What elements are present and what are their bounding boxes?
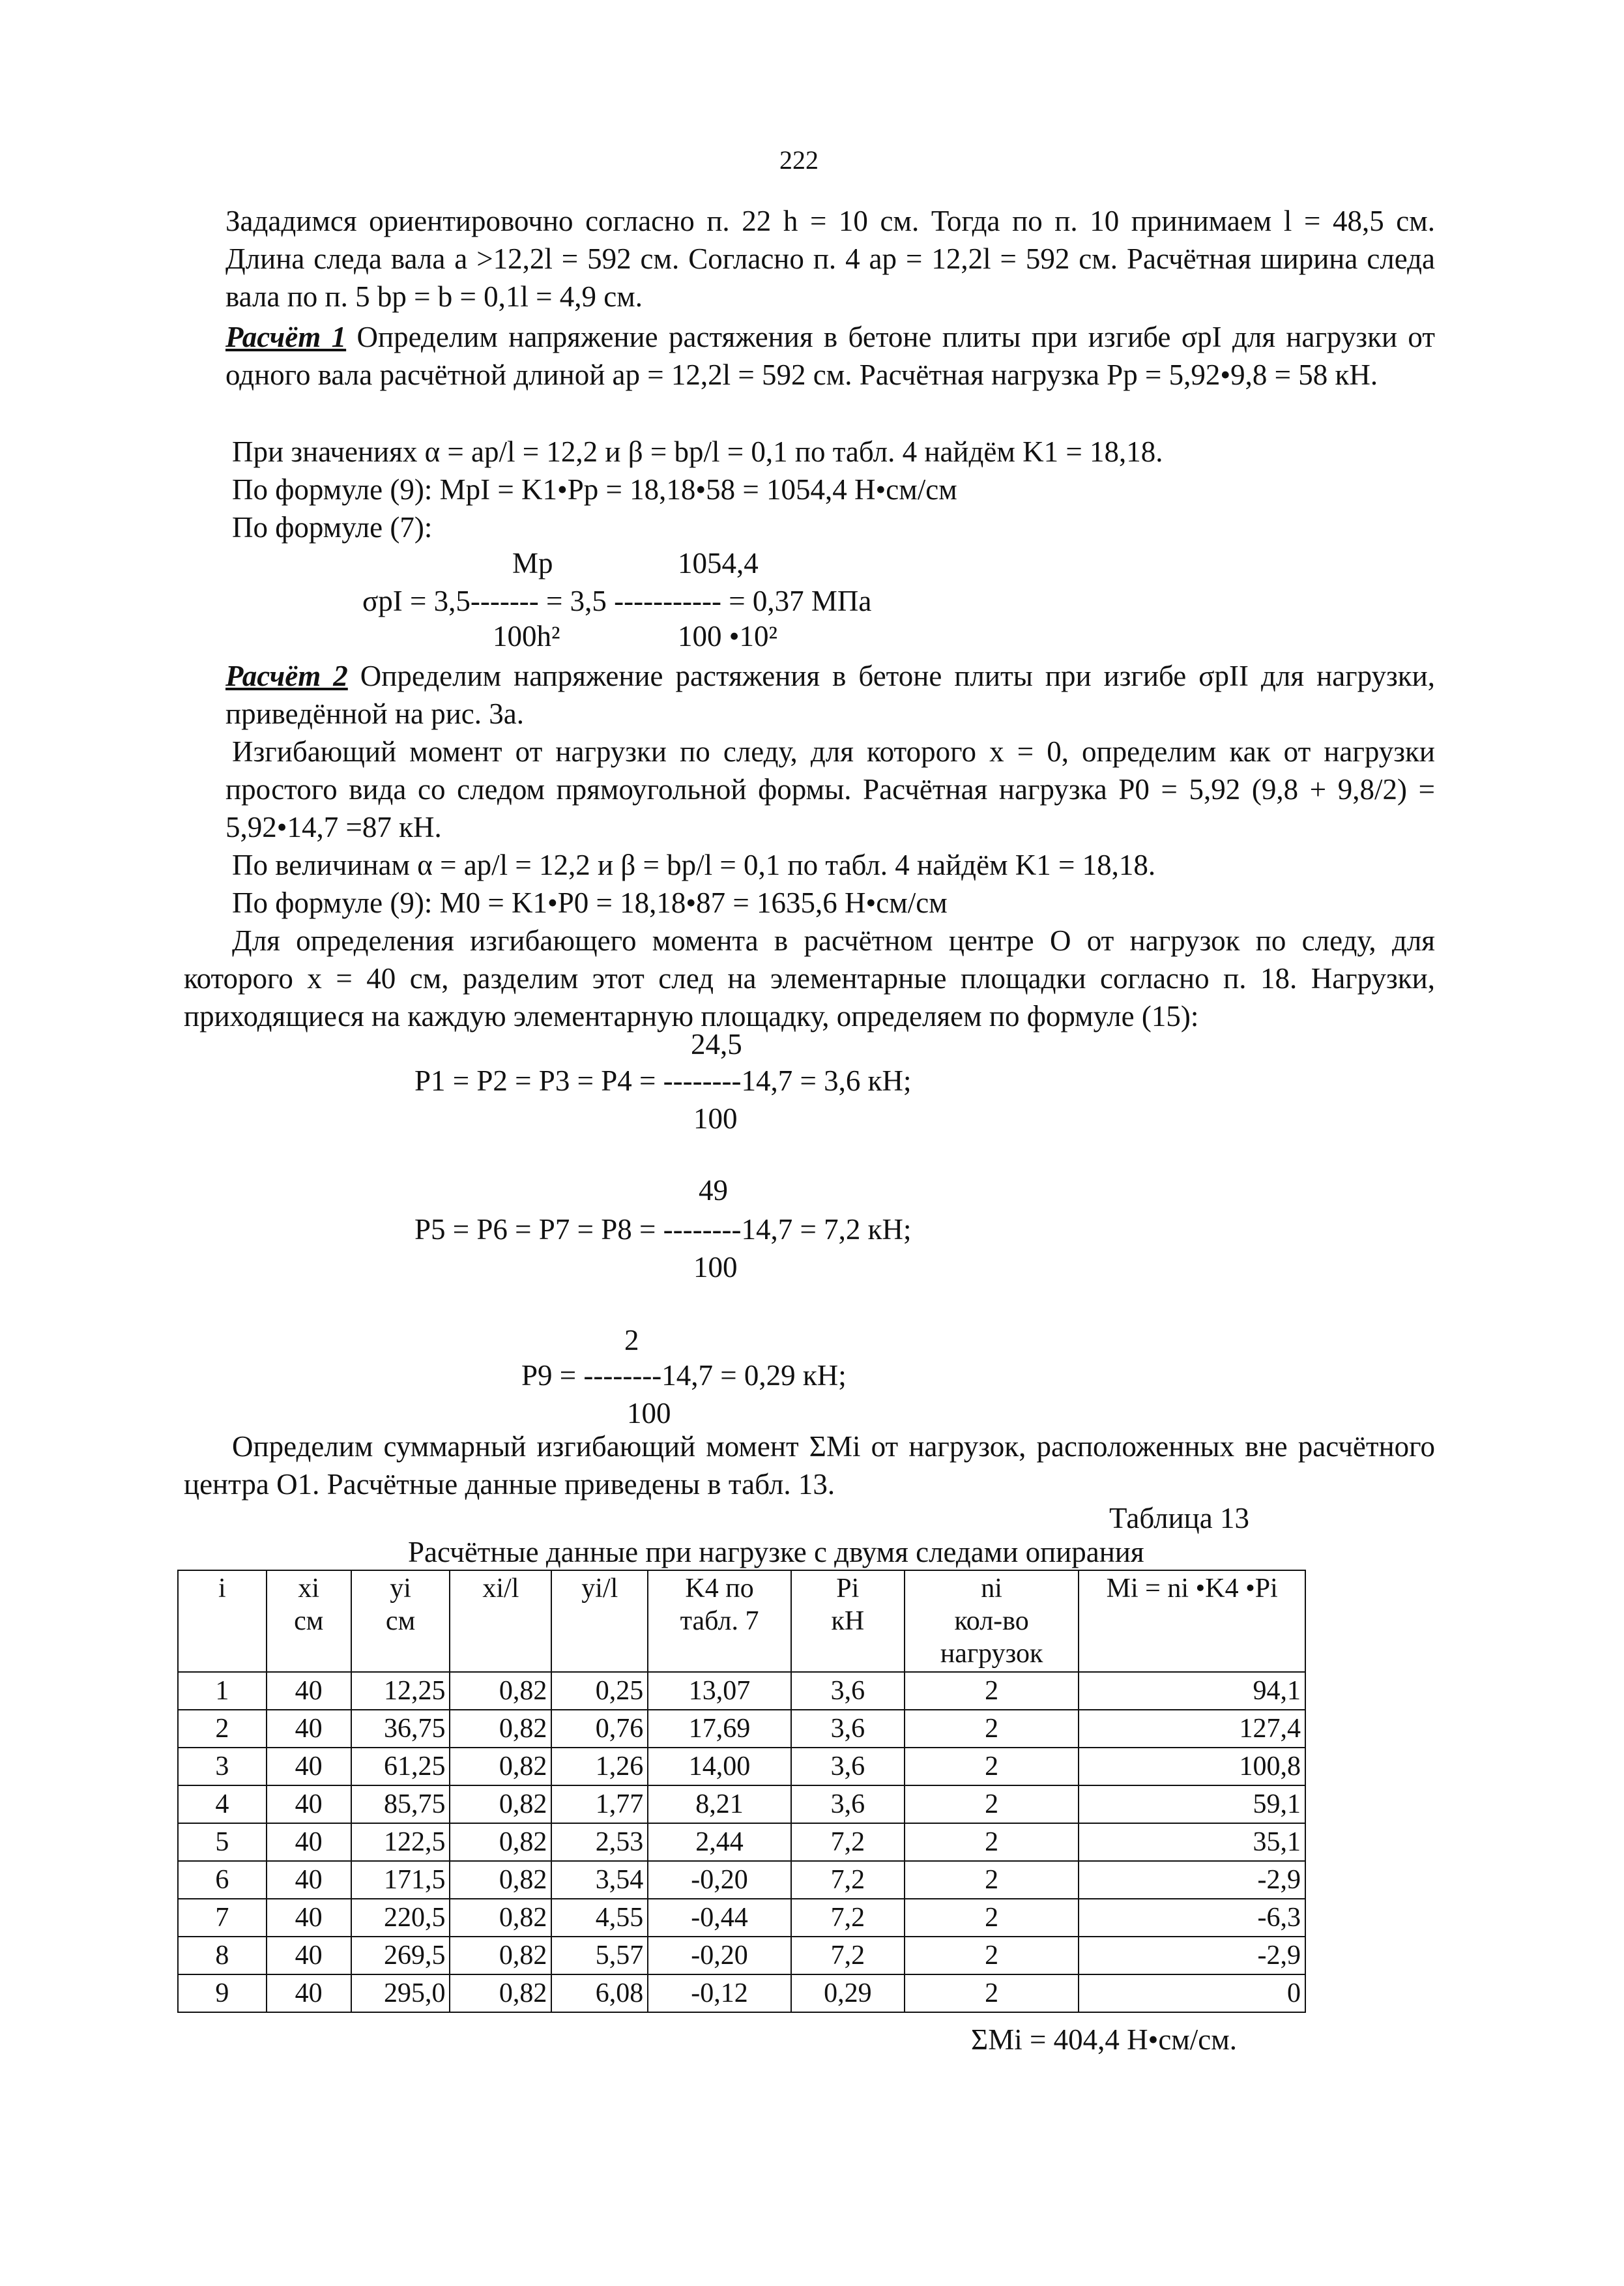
table-cell: 7,2 [791, 1823, 905, 1861]
table-cell: 1 [178, 1672, 267, 1710]
paragraph-moment: Изгибающий момент от нагрузки по следу, для которого x = 0, определим как от нагрузки простого вида со следом прямоугольной формы. Расчётная нагрузка P0 = 5,92 (9,8 + 9,8/2) = 5,92•14,7 =87 кН. [225, 735, 1435, 843]
table-cell: 9 [178, 1974, 267, 2012]
table-cell: 40 [267, 1748, 351, 1785]
table-row [178, 1748, 1305, 1785]
formula4-numerator: 2 [624, 1324, 639, 1356]
table-cell: 5 [178, 1823, 267, 1861]
formula3-main: P5 = P6 = P7 = P8 = --------14,7 = 7,2 кН; [414, 1213, 912, 1246]
table-cell: 171,5 [351, 1861, 450, 1899]
table-cell: 7,2 [791, 1937, 905, 1974]
table-cell: -2,9 [1079, 1937, 1305, 1974]
results-table [177, 1570, 1306, 2013]
table-cell: 0,76 [551, 1710, 648, 1748]
table-cell: 40 [267, 1861, 351, 1899]
table-caption: Расчётные данные при нагрузке с двумя следами опирания [408, 1536, 1144, 1568]
table-row [178, 1899, 1305, 1937]
formula1-denominator-2: 100 •10² [678, 620, 777, 652]
table-cell: 2 [905, 1899, 1079, 1937]
table-cell: 2 [905, 1974, 1079, 2012]
table-row [178, 1937, 1305, 1974]
table-cell: 8 [178, 1937, 267, 1974]
table-header-cell: yi см [351, 1570, 450, 1672]
formula2-main: P1 = P2 = P3 = P4 = --------14,7 = 3,6 кН; [414, 1064, 912, 1097]
table-cell: 7,2 [791, 1861, 905, 1899]
table-cell: -0,20 [648, 1861, 791, 1899]
table-cell: 61,25 [351, 1748, 450, 1785]
line-formula9b: По формуле (9): M0 = K1•P0 = 18,18•87 = 1635,6 Н•см/см [232, 887, 948, 919]
calc2-label: Расчёт 2 [225, 660, 348, 692]
table-cell: -2,9 [1079, 1861, 1305, 1899]
table-cell: 6,08 [551, 1974, 648, 2012]
table-cell: 4,55 [551, 1899, 648, 1937]
paragraph-calc2 [225, 657, 1435, 733]
paragraph-calc1 [225, 318, 1435, 394]
table-cell: 3,6 [791, 1710, 905, 1748]
table-cell: 122,5 [351, 1823, 450, 1861]
table-cell: 8,21 [648, 1785, 791, 1823]
table-cell: 0,29 [791, 1974, 905, 2012]
table-cell: 269,5 [351, 1937, 450, 1974]
table-cell: 7,2 [791, 1899, 905, 1937]
table-cell: 2 [178, 1710, 267, 1748]
formula2-numerator: 24,5 [691, 1028, 742, 1061]
table-cell: 2 [905, 1748, 1079, 1785]
table-header-cell: Mi = ni •K4 •Pi [1079, 1570, 1305, 1672]
calc1-label: Расчёт 1 [225, 321, 347, 353]
table-header-cell: xi/l [450, 1570, 551, 1672]
table-cell: 59,1 [1079, 1785, 1305, 1823]
table-cell: 0,82 [450, 1937, 551, 1974]
table-cell: 6 [178, 1861, 267, 1899]
table-cell: 2 [905, 1861, 1079, 1899]
formula1-numerator-2: 1054,4 [678, 547, 759, 579]
table-header-cell: K4 по табл. 7 [648, 1570, 791, 1672]
formula3-denominator: 100 [693, 1251, 738, 1283]
formula1-main: σрI = 3,5------- = 3,5 ----------- = 0,37 МПа [362, 585, 872, 617]
table-cell: 40 [267, 1710, 351, 1748]
calc1-text: Определим напряжение растяжения в бетоне плиты при изгибе σрI для нагрузки от одного вала расчётной длиной aр = 12,2l = 592 см. Расчётная нагрузка Pр = 5,92•9,8 = 58 кН. [225, 321, 1435, 391]
table-cell: 1,26 [551, 1748, 648, 1785]
table-cell: 0,82 [450, 1785, 551, 1823]
table-cell: 100,8 [1079, 1748, 1305, 1785]
line-alpha1: При значениях α = aр/l = 12,2 и β = bр/l = 0,1 по табл. 4 найдём K1 = 18,18. [232, 435, 1163, 468]
line-alpha2: По величинам α = aр/l = 12,2 и β = bр/l = 0,1 по табл. 4 найдём K1 = 18,18. [232, 849, 1156, 881]
table-cell: 7 [178, 1899, 267, 1937]
table-cell: -6,3 [1079, 1899, 1305, 1937]
table-cell: 0,25 [551, 1672, 648, 1710]
table-cell: 40 [267, 1672, 351, 1710]
table-row [178, 1672, 1305, 1710]
table-cell: 40 [267, 1937, 351, 1974]
table-cell: 220,5 [351, 1899, 450, 1937]
table-row [178, 1974, 1305, 2012]
table-cell: 85,75 [351, 1785, 450, 1823]
table-cell: 0,82 [450, 1748, 551, 1785]
table-cell: 0,82 [450, 1861, 551, 1899]
formula4-denominator: 100 [627, 1397, 671, 1429]
table-row [178, 1823, 1305, 1861]
calc2-text: Определим напряжение растяжения в бетоне плиты при изгибе σрII для нагрузки, приведённой на рис. 3а. [225, 660, 1436, 730]
table-cell: 40 [267, 1974, 351, 2012]
table-cell: 2 [905, 1937, 1079, 1974]
table-cell: 2 [905, 1823, 1079, 1861]
table-cell: 127,4 [1079, 1710, 1305, 1748]
table-cell: 40 [267, 1823, 351, 1861]
table-cell: 5,57 [551, 1937, 648, 1974]
table-cell: 0,82 [450, 1823, 551, 1861]
formula1-numerator-1: Mр [512, 547, 553, 579]
table-cell: 40 [267, 1899, 351, 1937]
paragraph-sum: Определим суммарный изгибающий момент ΣMi от нагрузок, расположенных вне расчётного центра O1. Расчётные данные приведены в табл. 13. [184, 1430, 1435, 1501]
table-cell: 3,54 [551, 1861, 648, 1899]
formula2-denominator: 100 [693, 1102, 738, 1135]
paragraph-intro: Зададимся ориентировочно согласно п. 22 h = 10 см. Тогда по п. 10 принимаем l = 48,5 см. Длина следа вала a >12,2l = 592 см. Согласно п. 4 aр = 12,2l = 592 см. Расчётная ширина следа вала по п. 5 bр = b = 0,1l = 4,9 см. [225, 205, 1435, 313]
table-cell: 2,53 [551, 1823, 648, 1861]
table-cell: 2 [905, 1672, 1079, 1710]
table-cell: 3,6 [791, 1748, 905, 1785]
table-cell: 2,44 [648, 1823, 791, 1861]
table-cell: 17,69 [648, 1710, 791, 1748]
sum-line: ΣMi = 404,4 Н•см/см. [971, 2023, 1237, 2056]
table-row [178, 1861, 1305, 1899]
table-cell: 1,77 [551, 1785, 648, 1823]
table-cell: 2 [905, 1785, 1079, 1823]
table-header-row [178, 1570, 1305, 1672]
table-cell: 3,6 [791, 1672, 905, 1710]
table-row [178, 1710, 1305, 1748]
table-label: Таблица 13 [1109, 1502, 1249, 1534]
table-header-cell: i [178, 1570, 267, 1672]
formula3-numerator: 49 [699, 1174, 728, 1207]
table-cell: -0,44 [648, 1899, 791, 1937]
table-cell: 94,1 [1079, 1672, 1305, 1710]
table-cell: 35,1 [1079, 1823, 1305, 1861]
table-cell: 14,00 [648, 1748, 791, 1785]
table-cell: -0,12 [648, 1974, 791, 2012]
table-cell: 0,82 [450, 1672, 551, 1710]
paragraph-split: Для определения изгибающего момента в расчётном центре O от нагрузок по следу, для которого x = 40 см, разделим этот след на элементарные площадки согласно п. 18. Нагрузки, приходящиеся на каждую элементарную площадку, определяем по формуле (15): [184, 924, 1435, 1033]
table-header-cell: yi/l [551, 1570, 648, 1672]
table-cell: 40 [267, 1785, 351, 1823]
table-cell: 0,82 [450, 1710, 551, 1748]
table-header-cell: xi см [267, 1570, 351, 1672]
table-cell: 295,0 [351, 1974, 450, 2012]
table-header-cell: Pi кН [791, 1570, 905, 1672]
table-cell: 3,6 [791, 1785, 905, 1823]
table-cell: -0,20 [648, 1937, 791, 1974]
table-cell: 2 [905, 1710, 1079, 1748]
table-cell: 0 [1079, 1974, 1305, 2012]
table-row [178, 1785, 1305, 1823]
page-number: 222 [779, 145, 819, 175]
table-cell: 3 [178, 1748, 267, 1785]
table-cell: 4 [178, 1785, 267, 1823]
table-cell: 0,82 [450, 1899, 551, 1937]
table-cell: 0,82 [450, 1974, 551, 2012]
line-formula9a: По формуле (9): MрI = K1•Pр = 18,18•58 = 1054,4 Н•см/см [232, 473, 957, 506]
formula4-main: P9 = --------14,7 = 0,29 кН; [521, 1359, 847, 1392]
table-header-cell: ni кол-во нагрузок [905, 1570, 1079, 1672]
table-cell: 13,07 [648, 1672, 791, 1710]
table-cell: 12,25 [351, 1672, 450, 1710]
line-formula7: По формуле (7): [232, 511, 433, 544]
formula1-denominator-1: 100h² [493, 620, 560, 652]
table-cell: 36,75 [351, 1710, 450, 1748]
